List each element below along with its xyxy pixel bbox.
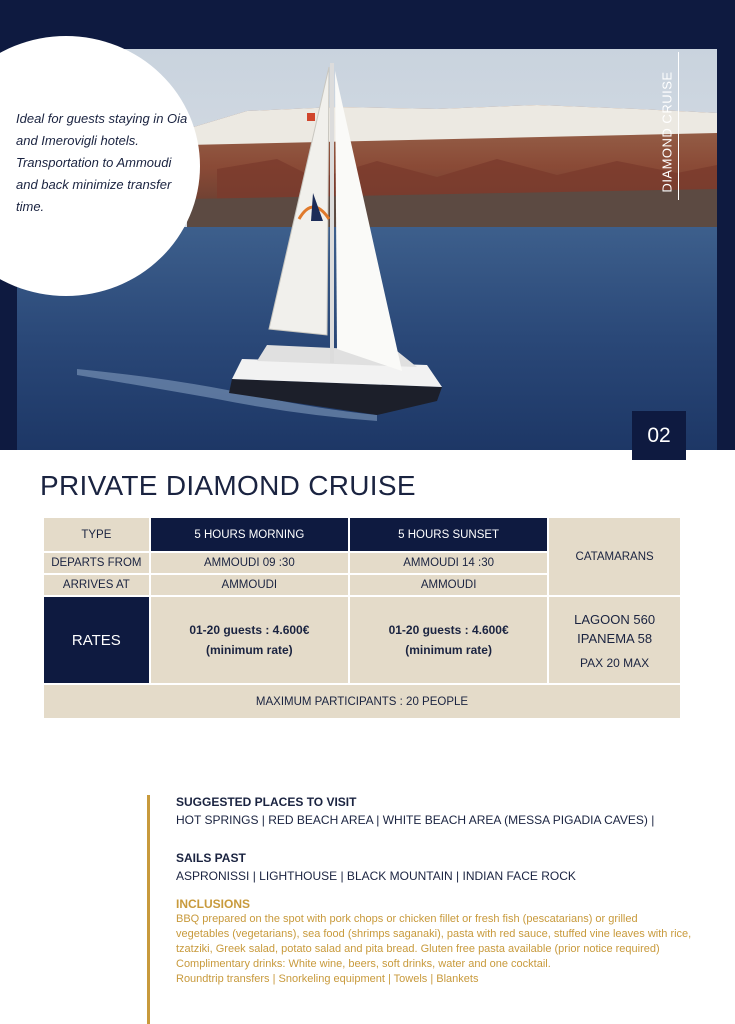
morning-departs: AMMOUDI 09 :30 xyxy=(151,553,348,573)
inclusions-title: INCLUSIONS xyxy=(176,897,251,911)
inclusions-line: vegetables (vegetarians), sea food (shrimps saganaki), pasta with red sauce, stuffed vine leaves with rice, xyxy=(176,928,692,940)
vertical-title xyxy=(652,62,682,202)
sails-text: ASPRONISSI | LIGHTHOUSE | BLACK MOUNTAIN | INDIAN FACE ROCK xyxy=(176,869,576,883)
inclusions-line: Complimentary drinks: White wine, beers, soft drinks, water and one cocktail. xyxy=(176,958,551,970)
sunset-departs: AMMOUDI 14 :30 xyxy=(350,553,547,573)
catamarans-cell xyxy=(549,597,680,683)
morning-rate-note: (minimum rate) xyxy=(206,643,293,657)
catamaran-model: LAGOON 560 xyxy=(574,612,656,627)
sunset-rate-cell xyxy=(350,597,547,683)
rates-label: RATES xyxy=(44,597,149,683)
morning-rate-cell xyxy=(151,597,348,683)
morning-cruise-header: 5 HOURS MORNING xyxy=(151,518,348,551)
sunset-arrives: AMMOUDI xyxy=(350,575,547,595)
rates-table xyxy=(42,516,682,720)
page-title: PRIVATE DIAMOND CRUISE xyxy=(40,470,416,501)
inclusions-line: tzatziki, Greek salad, potato salad and pita bread. Gluten free pasta available (prior notice required) xyxy=(176,943,660,955)
intro-text: Ideal for guests staying in Oia and Imerovigli hotels. Transportation to Ammoudi and back minimize transfer time. xyxy=(16,111,188,214)
pax-max: PAX 20 MAX xyxy=(580,656,650,670)
suggested-title: SUGGESTED PLACES TO VISIT xyxy=(176,795,357,809)
departs-label: DEPARTS FROM xyxy=(44,553,149,573)
table-row xyxy=(44,518,680,551)
sunset-cruise-header: 5 HOURS SUNSET xyxy=(350,518,547,551)
morning-arrives: AMMOUDI xyxy=(151,575,348,595)
sunset-rate-note: (minimum rate) xyxy=(405,643,492,657)
vertical-title-text: DIAMOND CRUISE xyxy=(659,71,675,193)
type-label: TYPE xyxy=(44,518,149,551)
table-row xyxy=(44,597,680,683)
max-participants: MAXIMUM PARTICIPANTS : 20 PEOPLE xyxy=(44,685,680,718)
sails-title: SAILS PAST xyxy=(176,851,246,865)
arrives-label: ARRIVES AT xyxy=(44,575,149,595)
inclusions-line: Roundtrip transfers | Snorkeling equipment | Towels | Blankets xyxy=(176,973,479,985)
suggested-text: HOT SPRINGS | RED BEACH AREA | WHITE BEACH AREA (MESSA PIGADIA CAVES) | xyxy=(176,813,655,827)
morning-rate: 01-20 guests : 4.600€ xyxy=(189,623,310,637)
sunset-rate: 01-20 guests : 4.600€ xyxy=(388,623,509,637)
page-number: 02 xyxy=(632,411,686,460)
catamarans-label: CATAMARANS xyxy=(549,518,680,595)
info-section xyxy=(147,795,727,1024)
catamaran-model: IPANEMA 58 xyxy=(577,631,653,646)
table-row xyxy=(44,685,680,718)
inclusions-line: BBQ prepared on the spot with pork chops or chicken fillet or fresh fish (pescatarians) or grilled xyxy=(176,913,638,925)
